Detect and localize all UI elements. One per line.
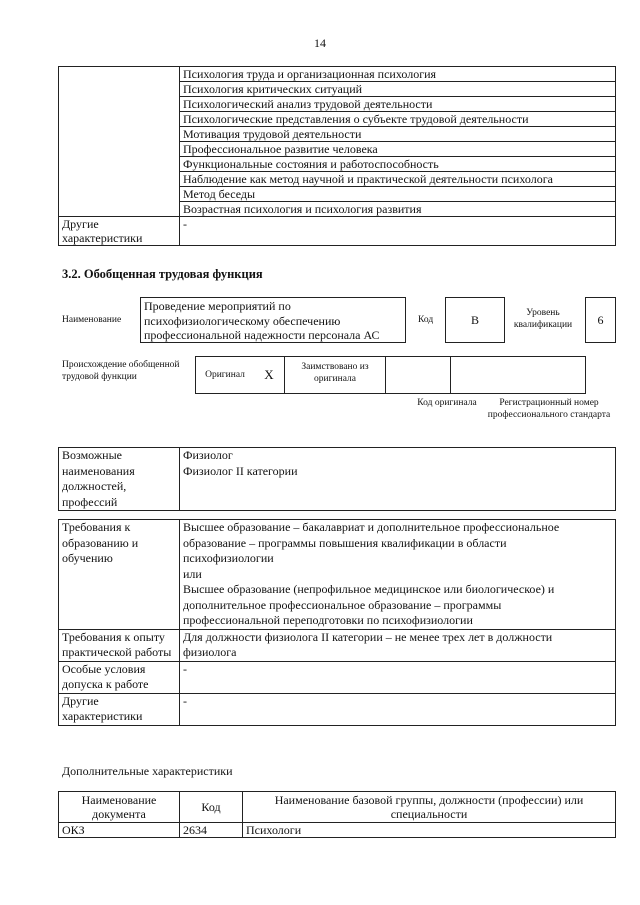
text-line: или — [183, 566, 202, 581]
knowledge-item: Возрастная психология и психология развития — [180, 202, 616, 217]
table-row — [59, 823, 616, 838]
table-row — [59, 67, 616, 82]
table-row — [59, 217, 616, 246]
additional-table — [58, 791, 616, 838]
table-row — [59, 629, 616, 661]
other-value: - — [180, 693, 616, 725]
table-row — [59, 520, 616, 630]
table-row — [196, 357, 586, 394]
text-line: Для должности физиолога II категории – не менее трех лет в должности — [183, 629, 553, 644]
other-characteristics-value: - — [180, 217, 616, 246]
origin-label: Происхождение обобщенной трудовой функции — [62, 360, 180, 382]
knowledge-item: Психологические представления о субъекте трудовой деятельности — [180, 112, 616, 127]
knowledge-item: Психологический анализ трудовой деятельности — [180, 97, 616, 112]
experience-label: Требования к опыту практической работы — [59, 629, 180, 661]
table-row — [59, 693, 616, 725]
level-value: 6 — [585, 297, 616, 343]
admission-value: - — [180, 661, 616, 693]
table-row — [59, 448, 616, 511]
reg-number-caption: Регистрационный номер профессионального стандарта — [487, 398, 611, 420]
position-item: Физиолог — [183, 448, 233, 462]
positions-table — [58, 447, 616, 511]
text-line: психофизиологии — [183, 551, 274, 565]
borrowed-label: Заимствовано из оригинала — [285, 357, 386, 394]
code-value: B — [445, 297, 505, 343]
table-row — [59, 661, 616, 693]
page-number: 14 — [314, 36, 326, 50]
header-document: Наименование документа — [59, 792, 180, 823]
original-label: Оригинал — [196, 357, 255, 394]
text-line: Высшее образование – бакалавриат и дополнительное профессиональное — [183, 520, 560, 534]
table-cell — [59, 67, 180, 217]
knowledge-item: Психология критических ситуаций — [180, 82, 616, 97]
name-label: Наименование — [62, 315, 122, 325]
additional-title: Дополнительные характеристики — [62, 764, 233, 778]
cell-group: Психологи — [243, 823, 616, 838]
cell-document: ОКЗ — [59, 823, 180, 838]
name-value: Проведение мероприятий по психофизиологическому обеспечению профессиональной надежности персонала АС — [140, 297, 406, 343]
requirements-table — [58, 519, 616, 726]
text-line: образование – программы повышения квалификации в области — [183, 535, 507, 550]
education-value — [180, 520, 616, 630]
education-label: Требования к образованию и обучению — [59, 520, 180, 630]
table-header-row — [59, 792, 616, 823]
other-characteristics-label: Другие характеристики — [59, 217, 180, 246]
original-mark: X — [254, 357, 285, 394]
positions-label: Возможные наименования должностей, профессий — [59, 448, 180, 511]
text-line: дополнительное профессиональное образование – программы — [183, 597, 502, 612]
other-label: Другие характеристики — [59, 693, 180, 725]
knowledge-item: Психология труда и организационная психология — [180, 67, 616, 82]
reg-number-cell — [451, 357, 586, 394]
text-line: профессиональной переподготовки по психофизиологии — [183, 613, 473, 627]
code-label: Код — [418, 315, 434, 325]
admission-label: Особые условия допуска к работе — [59, 661, 180, 693]
position-item: Физиолог II категории — [183, 463, 298, 478]
header-group: Наименование базовой группы, должности (профессии) или специальности — [243, 792, 616, 823]
knowledge-item: Функциональные состояния и работоспособность — [180, 157, 616, 172]
text-line: Высшее образование (непрофильное медицинское или биологическое) и — [183, 582, 555, 596]
level-label: Уровень квалификации — [513, 308, 573, 330]
original-code-cell — [386, 357, 451, 394]
experience-value — [180, 629, 616, 661]
text-line: физиолога — [183, 645, 237, 659]
section-title: 3.2. Обобщенная трудовая функция — [62, 267, 263, 281]
cell-code: 2634 — [180, 823, 243, 838]
knowledge-item: Метод беседы — [180, 187, 616, 202]
original-code-caption: Код оригинала — [417, 398, 477, 408]
origin-table — [195, 356, 586, 394]
knowledge-item: Мотивация трудовой деятельности — [180, 127, 616, 142]
knowledge-item: Профессиональное развитие человека — [180, 142, 616, 157]
header-code: Код — [180, 792, 243, 823]
knowledge-table — [58, 66, 616, 246]
positions-values — [180, 448, 616, 511]
knowledge-item: Наблюдение как метод научной и практической деятельности психолога — [180, 172, 616, 187]
